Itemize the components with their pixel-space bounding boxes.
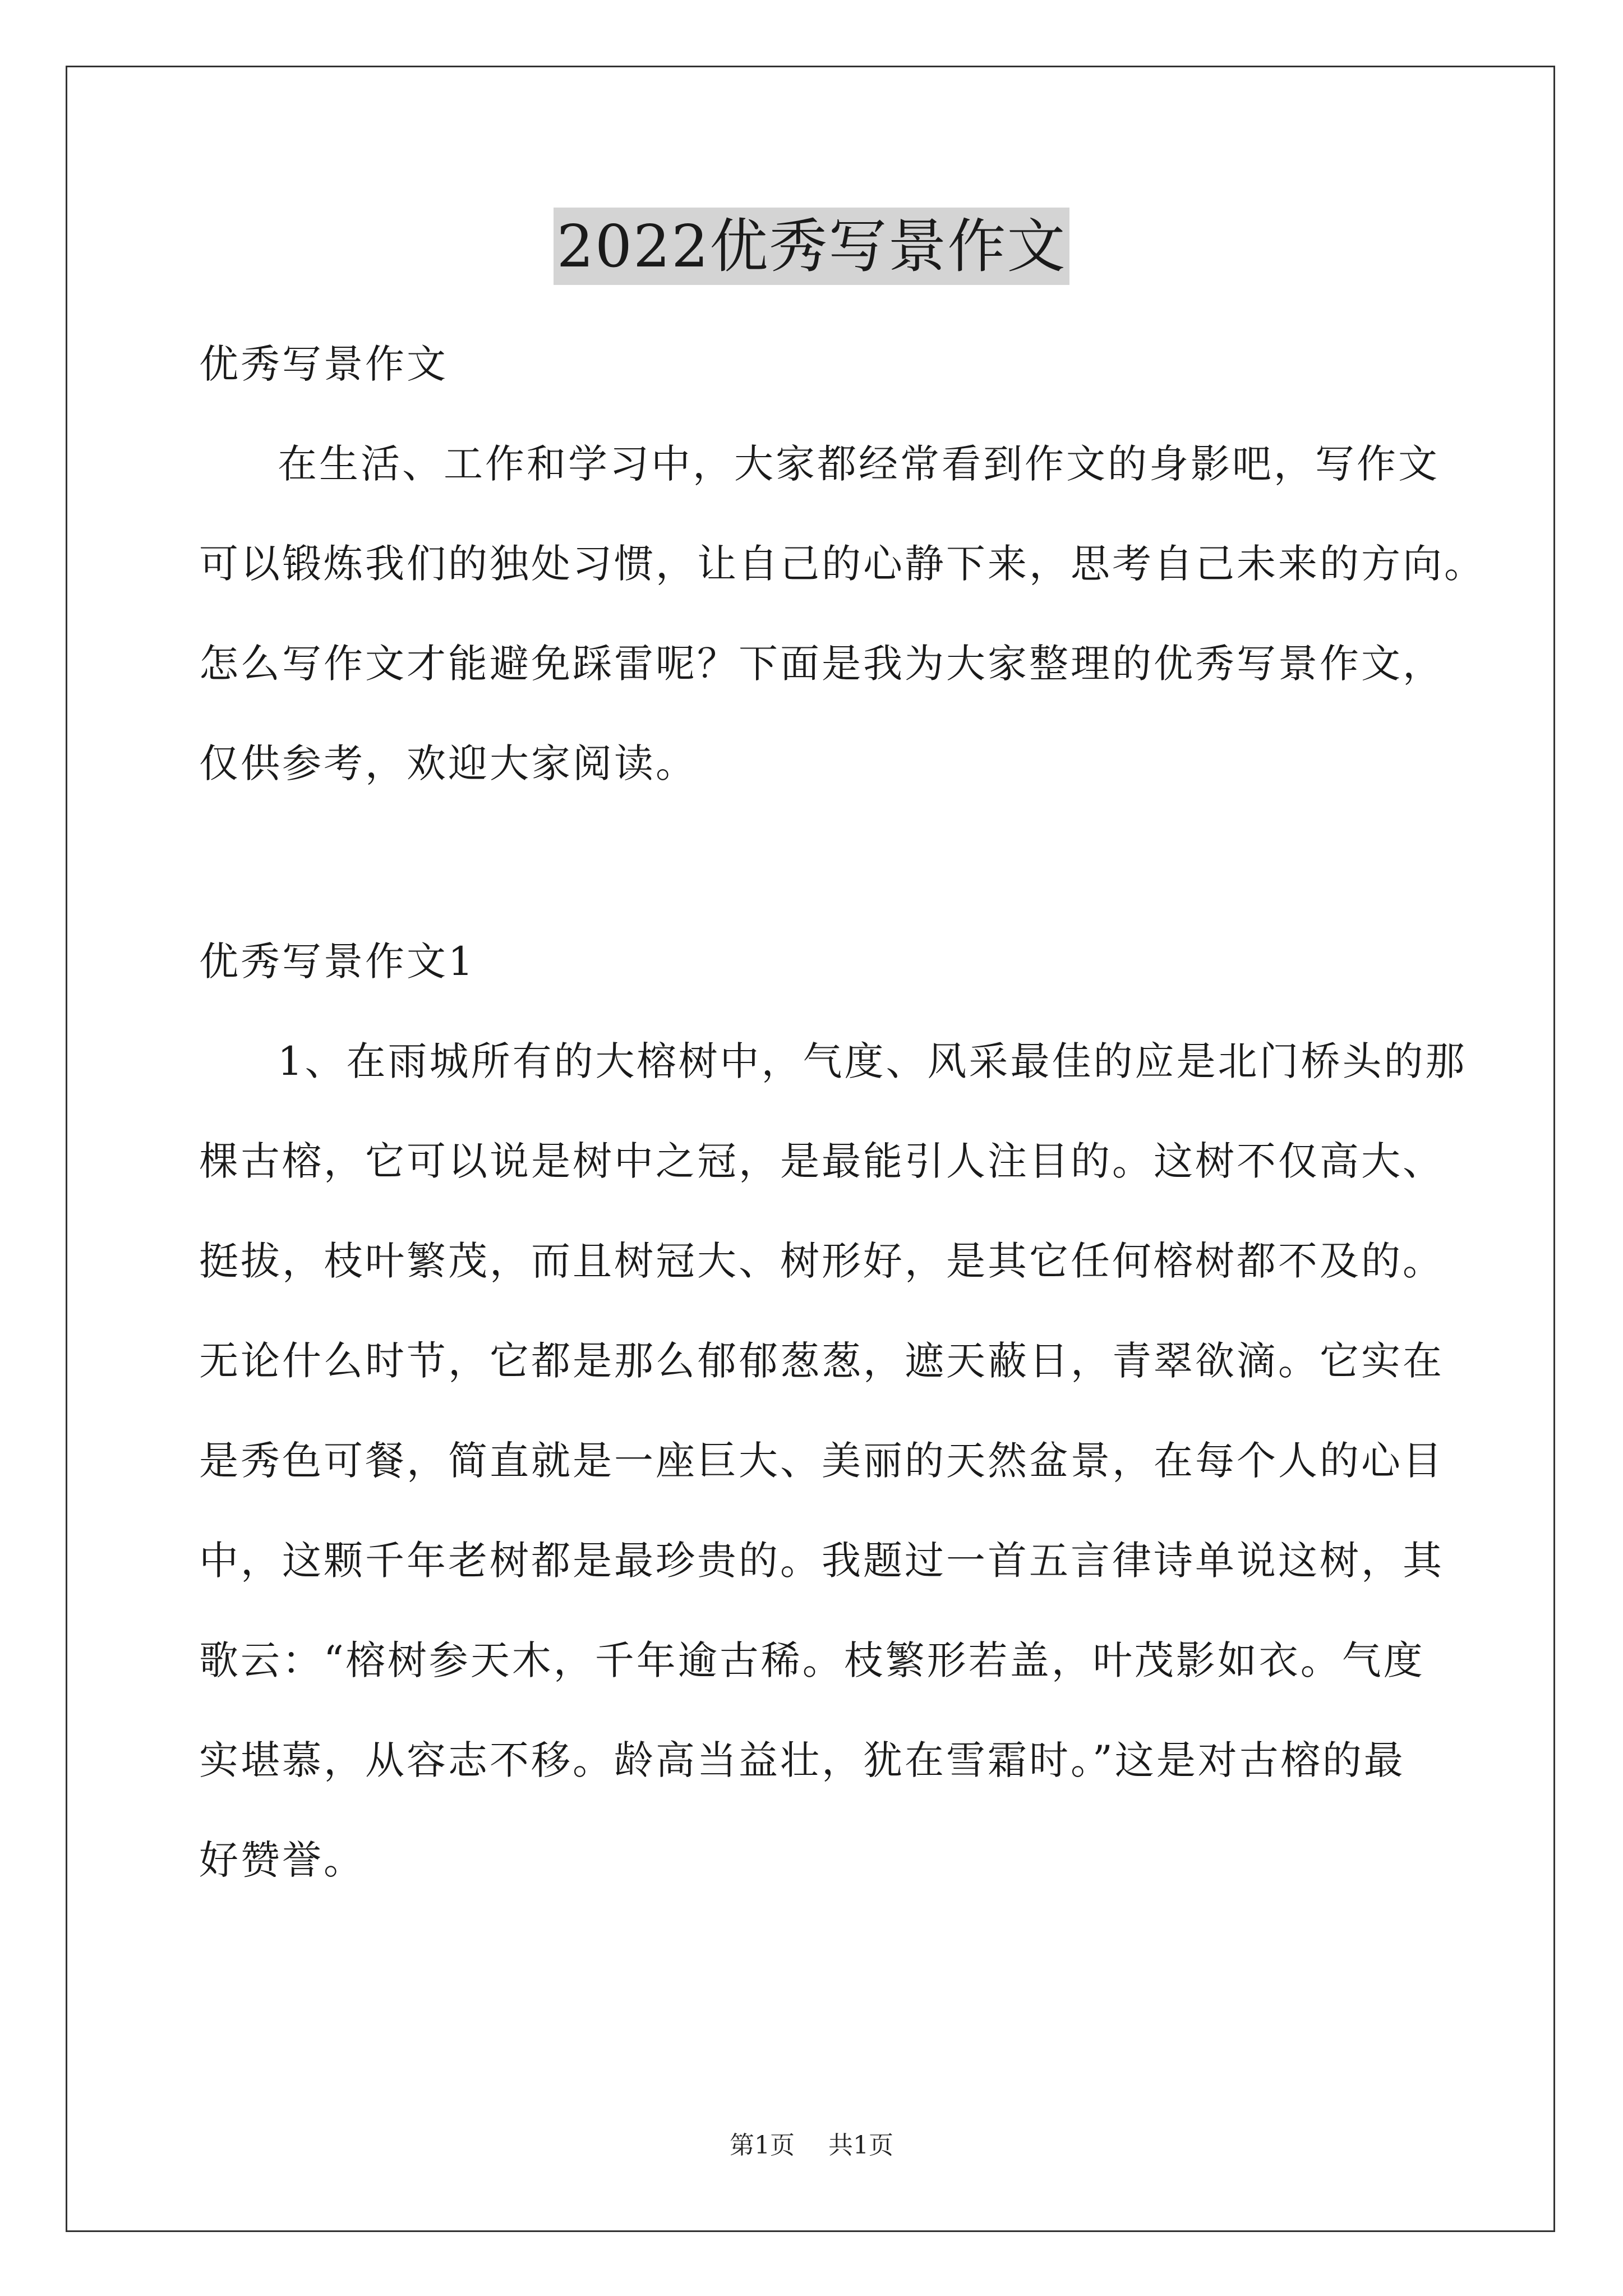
- page-footer: [0, 2129, 1623, 2162]
- intro-line: 怎么写作文才能避免踩雷呢？下面是我为大家整理的优秀写景作文，: [199, 641, 1444, 687]
- section-line: 中，这颗千年老树都是最珍贵的。我题过一首五言律诗单说这树，其: [199, 1538, 1444, 1584]
- section-line: 无论什么时节，它都是那么郁郁葱葱，遮天蔽日，青翠欲滴。它实在: [199, 1338, 1444, 1384]
- section-heading: 优秀写景作文1: [199, 938, 476, 984]
- section-line: 是秀色可餐，简直就是一座巨大、美丽的天然盆景，在每个人的心目: [199, 1438, 1444, 1484]
- intro-line: 可以锻炼我们的独处习惯，让自己的心静下来，思考自己未来的方向。: [199, 541, 1486, 587]
- document-body: [199, 314, 1486, 1910]
- title-container: [0, 208, 1623, 285]
- section-line: 好赞誉。: [199, 1837, 365, 1883]
- document-subtitle: 优秀写景作文: [199, 341, 448, 387]
- section-line: 棵古榕，它可以说是树中之冠，是最能引人注目的。这树不仅高大、: [199, 1138, 1444, 1184]
- section-line: 实堪慕，从容志不移。龄高当益壮，犹在雪霜时。”这是对古榕的最: [199, 1737, 1405, 1783]
- intro-line: 仅供参考，欢迎大家阅读。: [199, 740, 697, 786]
- page-number-current: 第1页: [730, 2131, 795, 2160]
- section-line: 1、在雨城所有的大榕树中，气度、风采最佳的应是北门桥头的那: [278, 1038, 1467, 1084]
- section-line: 挺拔，枝叶繁茂，而且树冠大、树形好，是其它任何榕树都不及的。: [199, 1238, 1444, 1284]
- intro-line: 在生活、工作和学习中，大家都经常看到作文的身影吧，写作文: [278, 441, 1440, 487]
- section-line: 歌云：“榕树参天木，千年逾古稀。枝繁形若盖，叶茂影如衣。气度: [199, 1637, 1425, 1683]
- page-number-total: 共1页: [828, 2131, 893, 2160]
- paragraph-gap: [199, 813, 1433, 912]
- document-title: 2022优秀写景作文: [554, 208, 1070, 285]
